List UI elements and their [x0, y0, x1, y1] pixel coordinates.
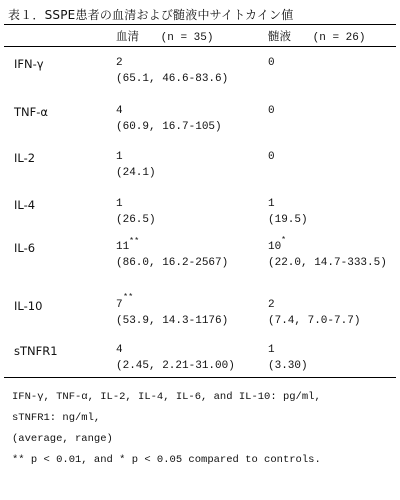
cytokine-label: IFN-γ — [14, 57, 44, 71]
serum-count: 1 — [116, 198, 123, 210]
units-note: IFN-γ, TNF-α, IL-2, IL-4, IL-6, and IL-10: pg/ml, — [12, 391, 321, 403]
csf-count: 1 — [268, 344, 275, 356]
serum-range: (60.9, 16.7-105) — [116, 121, 222, 133]
serum-header-label: 血清 — [116, 29, 139, 43]
serum-count: 11 — [116, 241, 130, 253]
csf-range: (19.5) — [268, 214, 308, 226]
average-range-note: (average, range) — [12, 433, 113, 445]
cytokine-label: sTNFR1 — [14, 344, 58, 358]
csf-count: 0 — [268, 151, 275, 163]
cytokine-label: IL-4 — [14, 198, 36, 212]
csf-range: (22.0, 14.7-333.5) — [268, 257, 387, 269]
serum-header — [116, 28, 213, 44]
serum-range: (26.5) — [116, 214, 156, 226]
serum-range: (53.9, 14.3-1176) — [116, 315, 229, 327]
serum-significance-mark: ** — [123, 292, 134, 302]
serum-count: 1 — [116, 151, 123, 163]
serum-header-n: (n = 35) — [160, 32, 214, 44]
cytokine-label: IL-6 — [14, 241, 36, 255]
csf-count: 0 — [268, 105, 275, 117]
serum-count: 4 — [116, 105, 123, 117]
csf-header-label: 髄液 — [268, 29, 291, 43]
csf-range: (3.30) — [268, 360, 308, 372]
serum-count: 2 — [116, 57, 123, 69]
csf-significance-mark: * — [281, 235, 287, 245]
table-title: 表１．SSPE患者の血清および髄液中サイトカイン値 — [8, 8, 294, 22]
csf-count: 1 — [268, 198, 275, 210]
serum-range: (24.1) — [116, 167, 156, 179]
significance-note: ** p < 0.01, and * p < 0.05 compared to controls. — [12, 454, 321, 466]
csf-count: 2 — [268, 299, 275, 311]
table-notes — [12, 387, 321, 471]
serum-range: (2.45, 2.21-31.00) — [116, 360, 235, 372]
cytokine-label: IL-10 — [14, 299, 43, 313]
csf-header — [268, 28, 365, 44]
csf-count: 10 — [268, 241, 282, 253]
top-rule — [4, 24, 396, 25]
serum-range: (65.1, 46.6-83.6) — [116, 73, 229, 85]
serum-range: (86.0, 16.2-2567) — [116, 257, 229, 269]
csf-header-n: (n = 26) — [312, 32, 366, 44]
units-note-stnfr1: sTNFR1: ng/ml, — [12, 412, 101, 424]
header-rule — [4, 46, 396, 47]
serum-significance-mark: ** — [129, 236, 140, 246]
serum-count: 7 — [116, 299, 123, 311]
serum-count: 4 — [116, 344, 123, 356]
cytokine-label: TNF-α — [14, 105, 48, 119]
cytokine-label: IL-2 — [14, 151, 36, 165]
csf-count: 0 — [268, 57, 275, 69]
bottom-rule — [4, 377, 396, 378]
csf-range: (7.4, 7.0-7.7) — [268, 315, 361, 327]
